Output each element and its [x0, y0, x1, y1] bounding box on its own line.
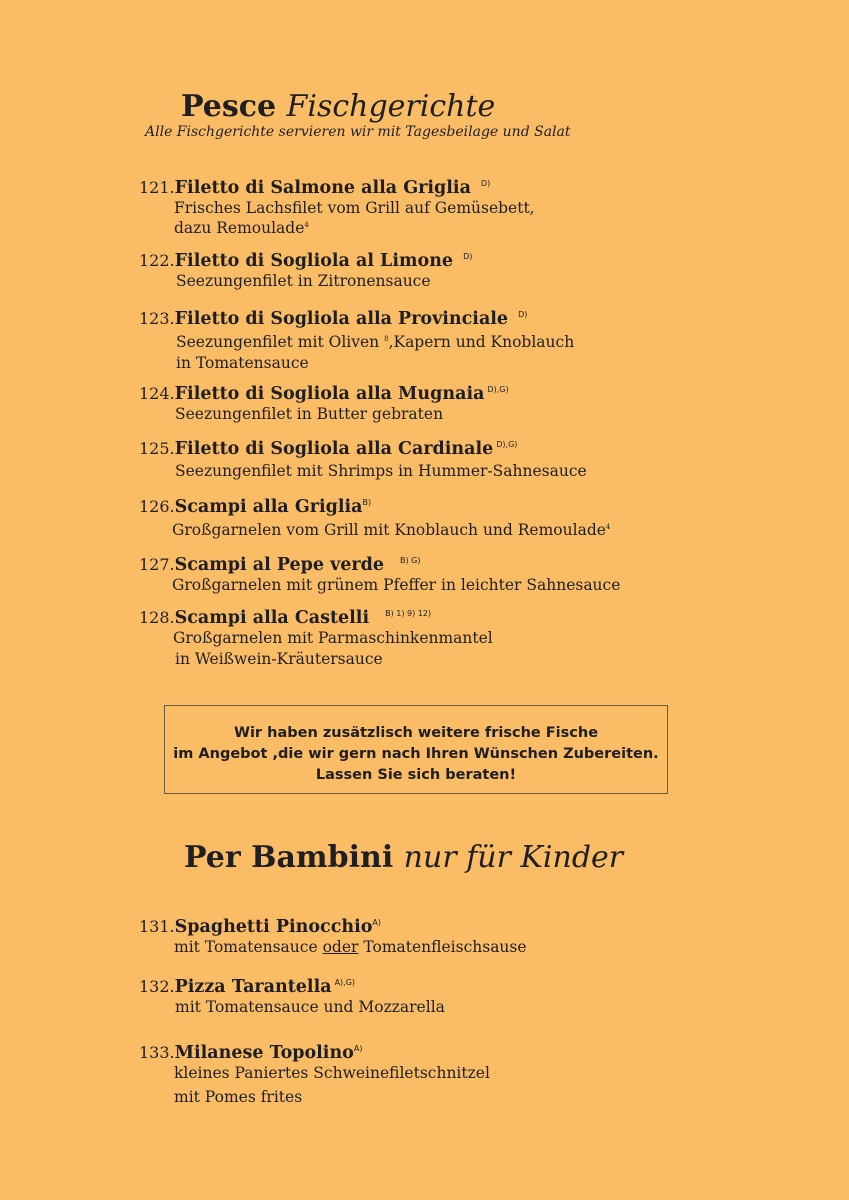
menu-item-124 [139, 384, 759, 425]
item-number: 125. [139, 439, 175, 458]
menu-item-127 [139, 555, 759, 596]
item-description-line [172, 517, 759, 541]
item-name: Filetto di Salmone alla Griglia [174, 178, 471, 198]
item-description-text: Großgarnelen vom Grill mit Knoblauch und Remoulade [172, 521, 606, 539]
item-number: 121. [139, 178, 175, 197]
notice-line: im Angebot ,die wir gern nach Ihren Wünschen Zubereiten. [173, 746, 659, 762]
item-description-text: Tomatenfleischsause [363, 938, 527, 956]
item-description-text: mit Tomatensauce [174, 938, 318, 956]
menu-item-121 [139, 178, 759, 239]
item-description-line: in Tomatensauce [176, 354, 309, 372]
item-description-text: oder [322, 938, 359, 956]
bambini-title [184, 840, 623, 875]
item-name: Filetto di Sogliola alla Cardinale [174, 439, 494, 459]
item-name: Scampi alla Castelli [174, 608, 370, 628]
item-name: Milanese Topolino [174, 1043, 354, 1063]
menu-item-122 [139, 251, 759, 292]
item-description-line: Seezungenfilet mit Shrimps in Hummer-Sahnesauce [175, 462, 587, 480]
item-description-line: kleines Paniertes Schweinefiletschnitzel [174, 1064, 490, 1082]
item-number: 124. [139, 384, 175, 403]
menu-item-128 [139, 608, 759, 670]
menu-item-132 [139, 977, 759, 1018]
item-allergens: D) [463, 252, 473, 261]
item-allergens: B) [362, 498, 372, 507]
item-allergens: D),G) [487, 385, 509, 394]
menu-item-133 [139, 1043, 759, 1108]
pesce-title [181, 89, 495, 124]
item-number: 122. [139, 251, 175, 270]
item-name: Filetto di Sogliola alla Mugnaia [174, 384, 485, 404]
item-description-line [174, 937, 759, 958]
item-description-line: Seezungenfilet in Butter gebraten [175, 405, 444, 423]
item-footnote: 8 [384, 335, 389, 343]
item-description-line [176, 329, 759, 353]
item-description-line: mit Pomes frites [174, 1088, 303, 1106]
item-description-line: Seezungenfilet in Zitronensauce [176, 272, 431, 290]
menu-item-125 [139, 439, 759, 482]
fresh-fish-notice [164, 705, 668, 794]
item-description-text: dazu Remoulade [174, 219, 305, 237]
item-allergens: D),G) [496, 440, 518, 449]
item-name: Filetto di Sogliola al Limone [174, 251, 454, 271]
item-name: Scampi alla Griglia [174, 497, 363, 517]
menu-item-131 [139, 917, 759, 958]
item-description-text: ,Kapern und Knoblauch [388, 333, 575, 351]
item-allergens: A) [372, 918, 381, 927]
item-name: Scampi al Pepe verde [174, 555, 385, 575]
notice-line: Lassen Sie sich beraten! [315, 767, 517, 783]
item-number: 133. [139, 1043, 175, 1062]
item-allergens: D) [480, 179, 491, 188]
menu-item-123 [139, 309, 759, 374]
item-allergens: B) 1) 9) 12) [385, 609, 432, 618]
item-allergens: A) [353, 1044, 363, 1053]
item-allergens: B) G) [400, 556, 421, 565]
pesce-title-bold: Pesce [181, 89, 277, 124]
item-description-line: Großgarnelen mit Parmaschinkenmantel [173, 629, 493, 647]
item-description-text: Seezungenfilet mit Oliven [176, 333, 380, 351]
item-description-line: in Weißwein-Kräutersauce [175, 650, 383, 668]
notice-line: Wir haben zusätzlisch weitere frische Fische [233, 725, 599, 741]
item-description-line: mit Tomatensauce und Mozzarella [175, 998, 445, 1016]
item-name: Filetto di Sogliola alla Provinciale [174, 309, 509, 329]
item-name: Pizza Tarantella [174, 977, 332, 997]
item-number: 128. [139, 608, 175, 627]
pesce-title-italic: Fischgerichte [286, 89, 496, 124]
item-number: 131. [139, 917, 175, 936]
item-footnote: 4 [304, 221, 309, 229]
menu-item-126 [139, 497, 759, 541]
pesce-subtitle: Alle Fischgerichte servieren wir mit Tagesbeilage und Salat [145, 124, 571, 140]
bambini-title-italic: nur für Kinder [403, 840, 624, 875]
item-allergens: D) [518, 310, 528, 319]
item-description-line: Frisches Lachsfilet vom Grill auf Gemüsebett, [174, 199, 535, 217]
item-number: 127. [139, 555, 175, 574]
item-description-line: Großgarnelen mit grünem Pfeffer in leichter Sahnesauce [172, 576, 621, 594]
item-number: 126. [139, 497, 175, 516]
item-number: 132. [139, 977, 175, 996]
item-footnote: 4 [605, 523, 611, 531]
bambini-title-bold: Per Bambini [184, 840, 394, 875]
item-name: Spaghetti Pinocchio [174, 917, 373, 937]
item-allergens: A),G) [334, 978, 356, 987]
item-number: 123. [139, 309, 175, 328]
